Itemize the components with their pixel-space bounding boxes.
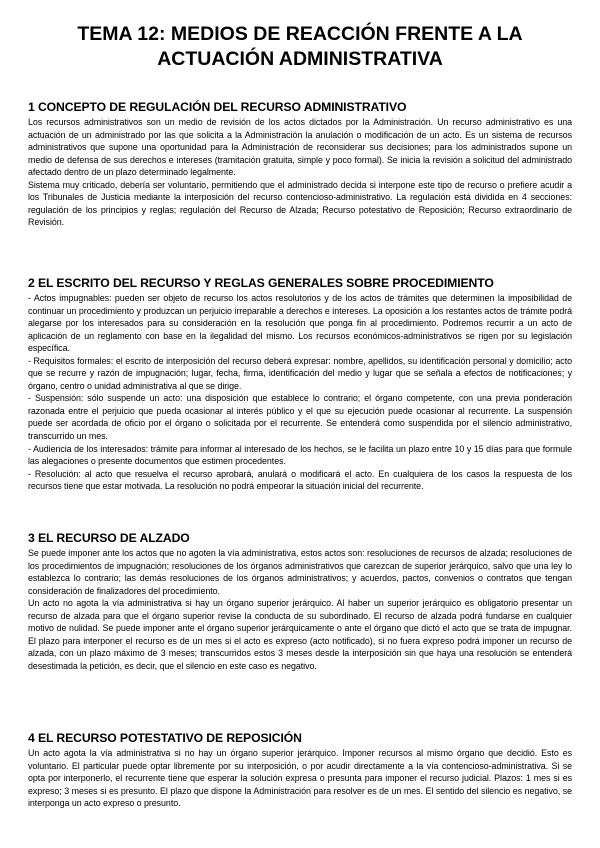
section-paragraph: - Resolución: al acto que resuelva el recurso aprobará, anulará o modificará el acto. En cualquiera de los casos la respuesta de los recursos tiene que estar motivada. La resolución no podrá empeorar la situación inicial del recurrente. (28, 468, 572, 492)
section-escrito (28, 276, 572, 493)
section-paragraph: - Suspensión: sólo suspende un acto: una disposición que establece lo contrario; el órgano competente, con una previa ponderación razonada entre el perjuicio que pueda ocasionar al interés público y el que su ejecución puede ocasionar al recurrente. La suspensión puede ser acordada de oficio por el órgano o solicitada por el recurrente. Se entenderá como suspendida por el silencio administrativo, transcurrido un mes. (28, 393, 572, 442)
section-paragraph: - Actos impugnables: pueden ser objeto de recurso los actos resolutorios y de los actos de trámites que determinen la imposibilidad de continuar un procedimiento y produzcan un perjuicio irreparable a derechos e intereses. La oposición a los restantes actos de trámite podrá alegarse por los interesados para su consideración en la resolución que ponga fin al procedimiento. Podremos recurrir a un acto de aplicación de un reglamento con base en la ilegalidad del mismo. Los recursos económicos-administrativos se rigen por su legislación específica. (28, 293, 572, 354)
section-alzado (28, 531, 572, 672)
title-line-1: TEMA 12: MEDIOS DE REACCIÓN FRENTE A LA (77, 23, 523, 45)
page-title (40, 22, 560, 72)
section-paragraph: - Requisitos formales: el escrito de interposición del recurso deberá expresar: nombre, apellidos, su identificación personal y domicilio; acto que se recurre y razón de impugnación; lugar, fecha, firma, identificación del medio y lugar que se señala a efectos de notificaciones; y órgano, centro o unidad administrativa al que se dirige. (28, 355, 572, 391)
section-concepto (28, 100, 572, 229)
section-paragraph: Los recursos administrativos son un medio de revisión de los actos dictados por la Administración. Un recurso administrativo es una actuación de un administrado por las que solicita a la Administración la anulación o modificación de un acto. Es un sistema de recursos administrativos que supone una oportunidad para la Administración de reconsiderar sus decisiones; para los administrados supone un medio de defensa de sus derechos e intereses (tramitación gratuita, simple y poco formal). Se inicia la revisión a solicitud del administrado afectado dentro de un plazo determinado legalmente. (28, 117, 572, 178)
section-heading: 4 EL RECURSO POTESTATIVO DE REPOSICIÓN (28, 731, 302, 745)
section-reposicion (28, 731, 572, 810)
section-heading: 2 EL ESCRITO DEL RECURSO Y REGLAS GENERALES SOBRE PROCEDIMIENTO (28, 276, 494, 290)
section-paragraph: Un acto no agota la vía administrativa si hay un órgano superior jerárquico. Al haber un superior jerárquico es obligatorio presentar un recurso de alzada para que el órgano superior revise la conducta de su subordinado. El recurso de alzada podrá fundarse en cualquier motivo de nulidad. Se puede imponer ante el órgano superior jerárquicamente o ante el órgano que dictó el acto que se trata de impugnar. El plazo para interponer el recurso es de un mes si el acto es expreso (acto notificado), si no fuera expreso podrá imponer un recurso de alzada, con un plazo máximo de 3 meses; transcurridos estos 3 meses desde la interposición sin que haya una resolución se entenderá desestimada la petición, es decir, que el silencio en este caso es negativo. (28, 598, 572, 671)
title-line-2: ACTUACIÓN ADMINISTRATIVA (157, 48, 443, 70)
section-paragraph: - Audiencia de los interesados: trámite para informar al interesado de los hechos, se le facilita un plazo entre 10 y 15 días para que formule las alegaciones o presente documentos que estimen procedentes. (28, 443, 572, 467)
section-paragraph: Sistema muy criticado, debería ser voluntario, permitiendo que el administrado decida si interpone este tipo de recurso o prefiere acudir a los Tribunales de Justicia mediante la interposición del recurso contencioso-administrativo. La regulación está dividida en 4 secciones: regulación de los principios y reglas; regulación del Recurso de Alzada; Recurso potestativo de Reposición; Recurso extraordinario de Revisión. (28, 179, 572, 228)
section-paragraph: Un acto agota la vía administrativa si no hay un órgano superior jerárquico. Imponer recursos al mismo órgano que decidió. Esto es voluntario. El particular puede optar libremente por su interposición, o por acudir directamente a la vía contencioso-administrativa. Si se opta por interponerlo, el recurrente tiene que esperar la solución expresa o presunta para imponer el recurso judicial. Plazos: 1 mes si es expreso; 3 meses si es presunto. El plazo que dispone la Administración para resolver es de un mes. El sentido del silencio es negativo, se interponga un acto expreso o presunto. (28, 748, 572, 809)
section-heading: 1 CONCEPTO DE REGULACIÓN DEL RECURSO ADMINISTRATIVO (28, 100, 407, 114)
section-paragraph: Se puede imponer ante los actos que no agoten la vía administrativa, estos actos son: resoluciones de recursos de alzada; resoluciones de los procedimientos de impugnación; resoluciones de los órganos administrativos que carezcan de superior jerárquico, salvo que una ley lo establezca lo contrario; las demás resoluciones de los órganos administrativos; y acuerdos, pactos, convenios o contratos que tengan consideración de finalizadores del procedimiento. (28, 548, 572, 596)
section-heading: 3 EL RECURSO DE ALZADO (28, 531, 190, 545)
